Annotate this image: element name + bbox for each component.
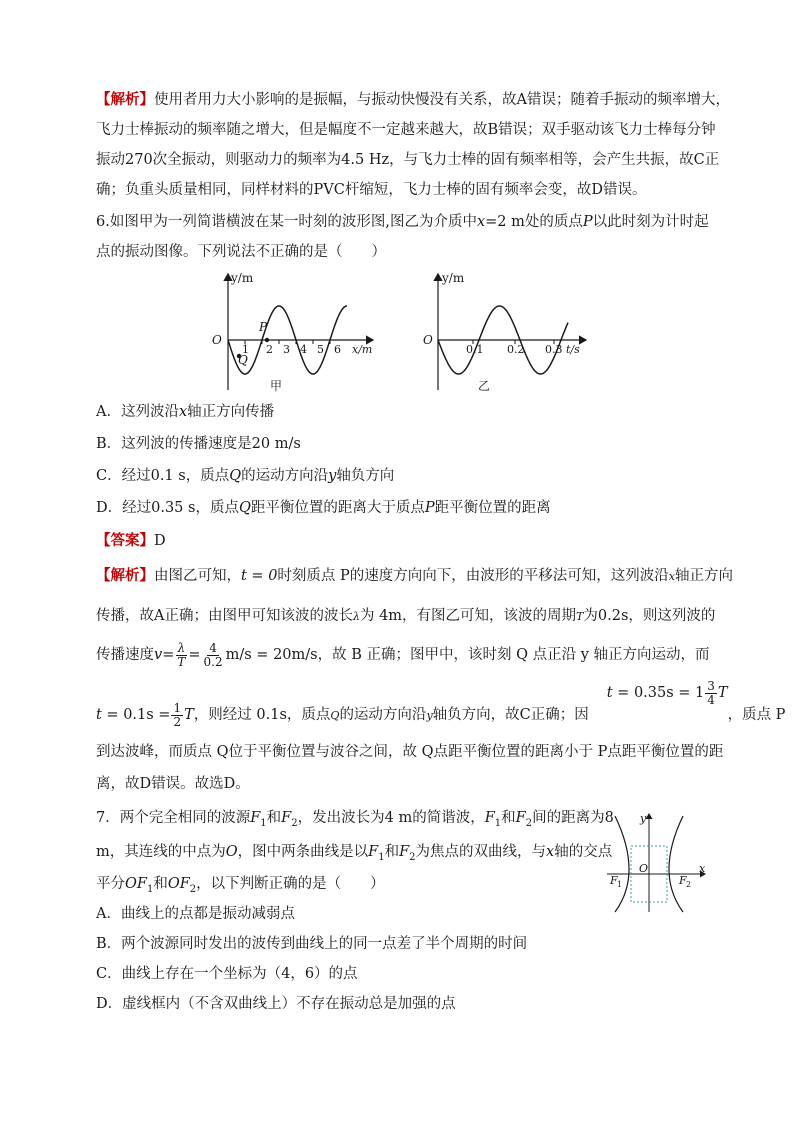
jia-P-label: P <box>259 320 268 334</box>
q6-analysis-line-2: 传播，故A正确；由图甲可知该波的波长λ为 4m，有图乙可知，该波的周期T为0.2s，则这列波的 <box>96 608 716 624</box>
hyp-origin: O <box>639 862 649 875</box>
jia-tick-5: 5 <box>317 343 324 356</box>
q7-stem-line-1: 7．两个完全相同的波源$F_1$和$F_2$，发出波长为4 m的简谐波，$F_1$和$F_2$间的距离为8 <box>96 810 614 829</box>
hyp-F2-sub: 2 <box>686 880 692 889</box>
analysis-line-2: 飞力士棒振动的频率随之增大，但是幅度不一定越来越大，故B错误；双手驱动该飞力士棒每分钟 <box>96 122 716 138</box>
q6-analysis-line-6: 离，故D错误。故选D。 <box>96 776 250 792</box>
jia-tick-1: 1 <box>242 343 249 356</box>
q7-option-d[interactable]: D．虚线框内（不含双曲线上）不存在振动总是加强的点 <box>96 996 456 1012</box>
q7-stem-line-3: 平分$OF_1$和$OF_2$，以下判断正确的是（ ） <box>96 876 385 895</box>
jia-tick-3: 3 <box>283 343 290 356</box>
q6-analysis-line-4: t = 0.1s = $\frac{1}{2}$ T，则经过 0.1s，质点Q的运动方向沿y轴负方向，故C正确；因t = 0.35s = 1 $\frac{3}{4}$ T，质点 P <box>96 678 786 729</box>
yi-caption: 乙 <box>478 379 491 393</box>
answer-tag: 【答案】 <box>96 532 154 549</box>
q7-option-c[interactable]: C．曲线上存在一个坐标为（4，6）的点 <box>96 966 358 982</box>
hyp-F1-label: F <box>610 874 618 887</box>
hyp-x-label: x <box>699 862 706 875</box>
jia-origin: O <box>212 333 222 347</box>
q6-stem-line-2: 点的振动图像。下列说法不正确的是（ ） <box>96 244 386 260</box>
yi-y-label: y/m <box>442 271 465 285</box>
hyp-F1-sub: 1 <box>617 880 623 889</box>
q6-option-a[interactable]: A．这列波沿x轴正方向传播 <box>96 404 275 420</box>
jia-tick-6: 6 <box>334 343 341 356</box>
yi-tick-2: 0.2 <box>507 343 525 356</box>
jia-tick-4: 4 <box>300 343 307 356</box>
hyp-y-label: y <box>640 812 647 825</box>
q6-analysis-line-3: 传播速度v= $\frac{\lambda}{T}$ = $\frac{4}{0.2}$ m/s = 20m/s，故 B 正确；图甲中，该时刻 Q 点正沿 y 轴正方向运动，而 <box>96 640 710 669</box>
q6-figure-jia <box>205 268 380 403</box>
jia-x-label: x/m <box>352 343 373 356</box>
yi-origin: O <box>423 333 433 347</box>
analysis-line-3: 振动270次全振动，则驱动力的频率为4.5 Hz，与飞力士棒的固有频率相等，会产生共振，故C正 <box>96 152 720 168</box>
q6-option-b[interactable]: B．这列波的传播速度是20 m/s <box>96 436 301 452</box>
q7-option-b[interactable]: B．两个波源同时发出的波传到曲线上的同一点差了半个周期的时间 <box>96 936 528 952</box>
q6-option-d[interactable]: D．经过0.35 s，质点Q距平衡位置的距离大于质点P距平衡位置的距离 <box>96 500 551 516</box>
hyp-F2-label: F <box>679 874 687 887</box>
analysis-tag: 【解析】 <box>96 91 154 108</box>
q7-hyperbola-figure <box>603 808 713 916</box>
jia-caption: 甲 <box>270 379 283 393</box>
q6-figure-yi <box>418 268 593 403</box>
answer-value: D <box>154 533 166 549</box>
jia-Q-label: Q <box>238 353 248 367</box>
analysis-line-1: 【解析】使用者用力大小影响的是振幅，与振动快慢没有关系，故A错误；随着手振动的频率增大， <box>96 91 730 108</box>
q7-stem-line-2: m，其连线的中点为O，图中两条曲线是以$F_1$和$F_2$为焦点的双曲线，与x轴的交点 <box>96 844 613 863</box>
yi-tick-1: 0.1 <box>466 343 484 356</box>
analysis-line-4: 确；负重头质量相同，同样材料的PVC杆缩短，飞力士棒的固有频率会变，故D错误。 <box>96 182 647 198</box>
q6-stem-line-1: 6.如图甲为一列简谐横波在某一时刻的波形图,图乙为介质中x=2 m处的质点P以此时刻为计时起 <box>96 214 709 230</box>
yi-tick-3: 0.3 <box>545 343 563 356</box>
yi-x-label: t/s <box>566 343 580 356</box>
q6-analysis-line-5: 到达波峰，而质点 Q位于平衡位置与波谷之间，故 Q点距平衡位置的距离小于 P点距平衡位置的距 <box>96 744 724 760</box>
answer-line <box>96 531 166 551</box>
jia-tick-2: 2 <box>266 343 273 356</box>
q6-option-c[interactable]: C．经过0.1 s，质点Q的运动方向沿y轴负方向 <box>96 468 395 484</box>
q6-analysis-line-1: 【解析】由图乙可知，t = 0时刻质点 P的速度方向向下，由波形的平移法可知，这列波沿x轴正方向 <box>96 567 734 584</box>
jia-y-label: y/m <box>231 271 254 285</box>
q7-option-a[interactable]: A．曲线上的点都是振动减弱点 <box>96 906 295 922</box>
